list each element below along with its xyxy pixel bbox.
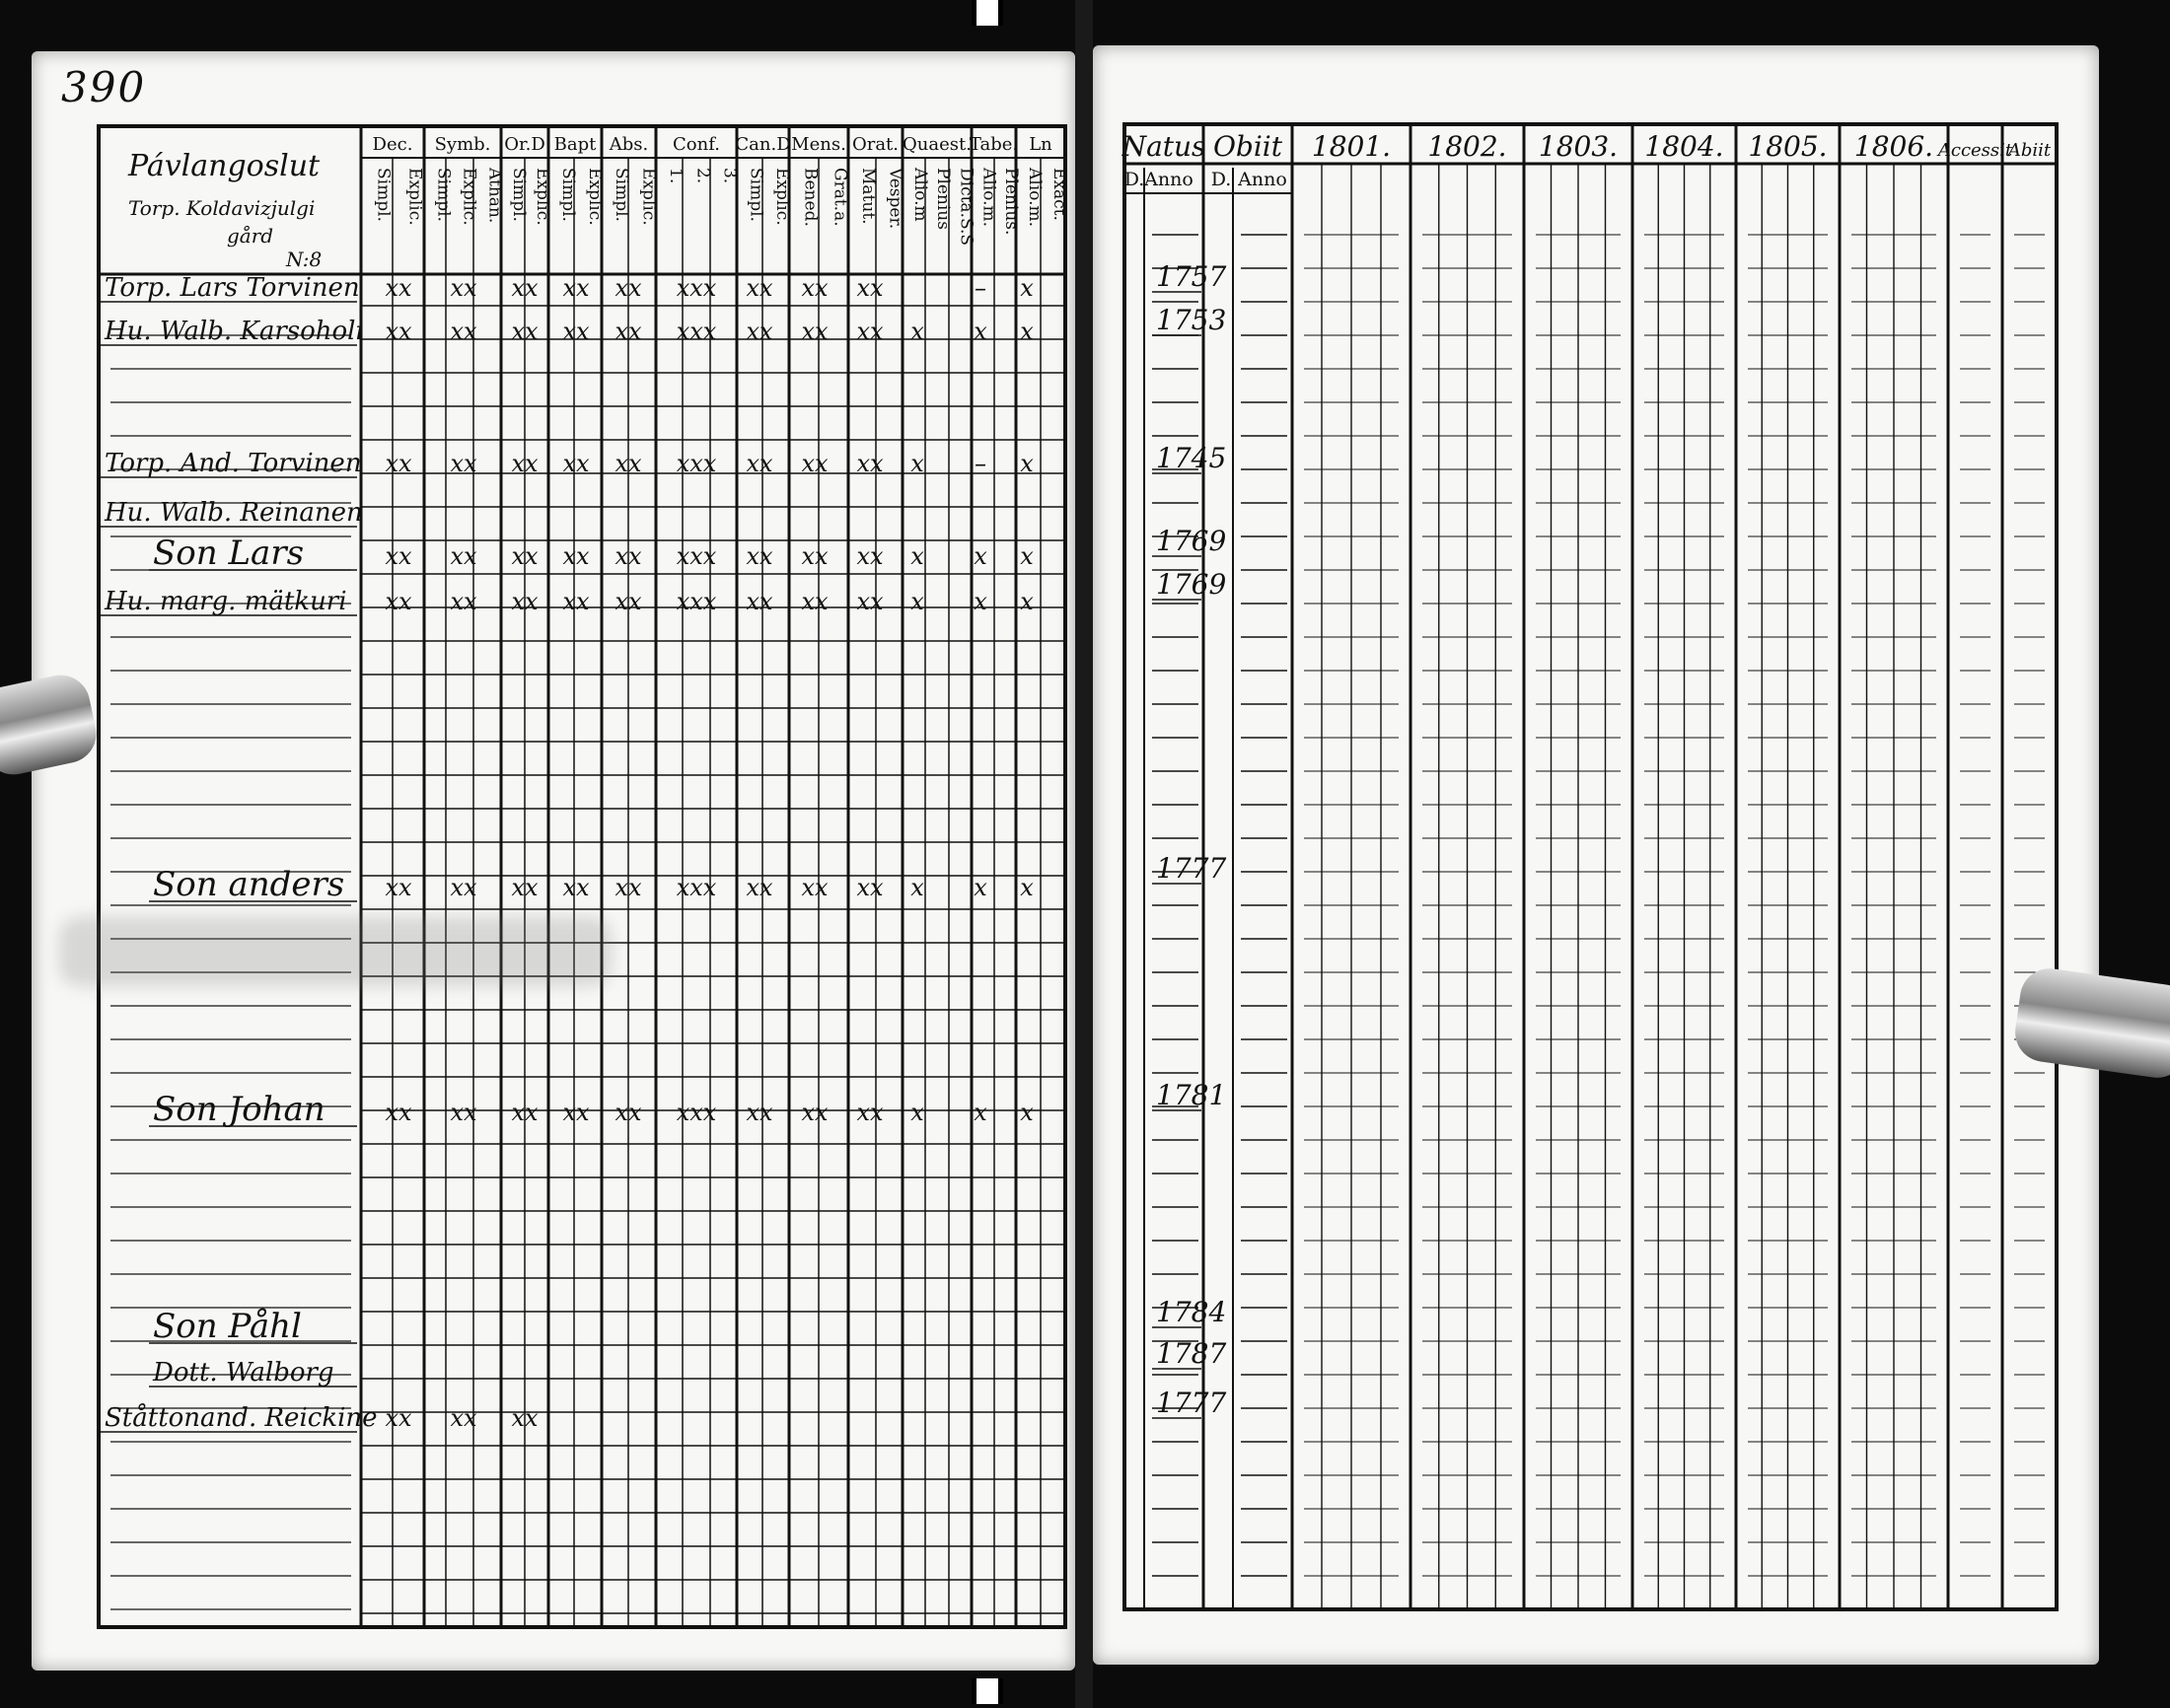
reading-mark: xx [450, 318, 477, 345]
reading-mark: x [974, 588, 987, 615]
column-subheader-label: Explic. [404, 168, 425, 226]
birth-year: 1787 [1156, 1337, 1227, 1370]
header-note-line: N:8 [286, 248, 323, 271]
column-header-label: Symb. [434, 134, 491, 155]
right-column-header: 1802. [1427, 130, 1507, 163]
reading-mark: xx [511, 1404, 539, 1432]
reading-mark: xx [562, 542, 590, 570]
column-subheader-label: Explic. [459, 168, 479, 226]
reading-mark: xx [385, 450, 412, 477]
ledger-entry-name: Son anders [153, 865, 345, 904]
reading-mark: xx [801, 588, 829, 615]
right-subheader: D. [1123, 169, 1145, 190]
column-subheader-label: Exact. [1049, 168, 1069, 221]
column-header-label: Abs. [609, 134, 649, 155]
reading-mark: xx [450, 1099, 477, 1126]
column-header-label: Bapt [553, 134, 597, 155]
reading-mark: x [1020, 874, 1034, 901]
ledger-entry-name: Torp. Lars Torvinen [105, 273, 360, 303]
reading-mark: xx [385, 1099, 412, 1126]
column-subheader-label: 3. [719, 168, 740, 184]
column-subheader-label: Plenius. [1000, 168, 1021, 236]
column-subheader-label: Matut. [858, 168, 879, 225]
reading-mark: xx [511, 318, 539, 345]
column-subheader-label: Explic. [584, 168, 605, 226]
column-header-label: Ln [1029, 134, 1052, 155]
reading-mark: x [1020, 318, 1034, 345]
reading-mark: xx [385, 542, 412, 570]
right-subheader: D. [1210, 169, 1232, 190]
right-column-header: Natus [1121, 130, 1206, 163]
reading-mark: xx [615, 874, 642, 901]
reading-mark: xx [450, 274, 477, 302]
reading-mark: xxx [676, 1099, 717, 1126]
reading-mark: xx [615, 318, 642, 345]
column-subheader-label: Explic. [772, 168, 793, 226]
column-subheader-label: Alio.m [909, 168, 930, 222]
reading-mark: xx [856, 450, 884, 477]
reading-mark: xx [562, 1099, 590, 1126]
column-header-label: Tabe. [969, 134, 1019, 155]
column-subheader-label: Athan. [484, 168, 505, 224]
column-subheader-label: Alio.m. [1024, 168, 1045, 228]
reading-mark: xxx [676, 450, 717, 477]
reading-mark: xx [746, 588, 773, 615]
reading-mark: x [1020, 450, 1034, 477]
column-subheader-label: Explic. [638, 168, 659, 226]
column-subheader-label: Simpl. [746, 168, 766, 222]
reading-mark: xxx [676, 588, 717, 615]
reading-mark: xx [562, 274, 590, 302]
reading-mark: xx [615, 542, 642, 570]
header-note-line: Pávlangoslut [128, 149, 321, 183]
ledger-entry-name: Torp. And. Torvinen [105, 449, 362, 478]
reading-mark: xx [511, 274, 539, 302]
ledger-entry-name: Dott. Walborg [153, 1358, 334, 1388]
reading-mark: xx [746, 874, 773, 901]
column-subheader-label: 2. [692, 168, 713, 184]
column-subheader-label: Plenius [933, 168, 954, 230]
reading-mark: x [1020, 1099, 1034, 1126]
header-note-line: Torp. Koldavizjulgi [128, 196, 316, 220]
reading-mark: xx [856, 588, 884, 615]
reading-mark: x [974, 318, 987, 345]
column-header-label: Mens. [791, 134, 846, 155]
reading-mark: xx [801, 450, 829, 477]
reading-mark: xx [562, 874, 590, 901]
reading-mark: xx [385, 588, 412, 615]
reading-mark: xx [746, 274, 773, 302]
right-column-header: 1803. [1538, 130, 1619, 163]
header-note-line: gård [227, 224, 274, 248]
birth-year: 1769 [1156, 568, 1227, 601]
reading-mark: xx [856, 1099, 884, 1126]
reading-mark: xx [615, 1099, 642, 1126]
reading-mark: x [1020, 588, 1034, 615]
column-subheader-label: 1. [666, 168, 687, 184]
birth-year: 1777 [1156, 852, 1227, 885]
column-header-label: Quaest. [903, 134, 972, 155]
right-column-header: Obiit [1212, 130, 1283, 163]
reading-mark: xx [511, 874, 539, 901]
ledger-entry-name: Hu. marg. mätkuri [105, 587, 347, 616]
reading-mark: xx [615, 274, 642, 302]
column-header-label: Or.D [504, 134, 545, 155]
ledger-entry-name: Son Lars [153, 534, 305, 573]
reading-mark: xx [385, 874, 412, 901]
column-header-label: Can.D [735, 134, 791, 155]
reading-mark: x [974, 542, 987, 570]
column-subheader-label: Vesper. [885, 168, 905, 230]
right-ledger-frame [1124, 124, 2057, 1609]
reading-mark: xx [856, 274, 884, 302]
reading-mark: xx [511, 588, 539, 615]
column-header-label: Dec. [372, 134, 413, 155]
column-subheader-label: Simpl. [557, 168, 578, 222]
column-subheader-label: Simpl. [433, 168, 454, 222]
right-column-header: Accessit [1937, 140, 2013, 161]
reading-mark: xx [801, 318, 829, 345]
birth-year: 1745 [1156, 442, 1227, 474]
reading-mark: xx [450, 874, 477, 901]
reading-mark: xx [511, 450, 539, 477]
reading-mark: x [1020, 274, 1034, 302]
right-column-header: 1806. [1853, 130, 1934, 163]
reading-mark: xx [801, 1099, 829, 1126]
reading-mark: xx [385, 318, 412, 345]
reading-mark: xx [746, 318, 773, 345]
reading-mark: x [974, 874, 987, 901]
reading-mark: xx [746, 450, 773, 477]
right-column-header: 1801. [1311, 130, 1392, 163]
reading-mark: xx [450, 542, 477, 570]
birth-year: 1769 [1156, 525, 1227, 557]
reading-mark: xx [746, 542, 773, 570]
column-subheader-label: Grat.a. [830, 168, 850, 227]
column-subheader-label: Simpl. [612, 168, 632, 222]
column-header-label: Conf. [673, 134, 720, 155]
ink-smudge [59, 917, 612, 986]
reading-mark: xx [511, 1099, 539, 1126]
reading-mark: xx [746, 1099, 773, 1126]
right-column-header: 1805. [1748, 130, 1828, 163]
ledger-entry-name: Son Johan [153, 1090, 326, 1129]
ledger-entry-name: Ståttonand. Reickine [105, 1403, 378, 1433]
reading-mark: xx [856, 874, 884, 901]
reading-mark: xx [562, 450, 590, 477]
reading-mark: xx [562, 588, 590, 615]
reading-mark: xx [562, 318, 590, 345]
reading-mark: xxx [676, 542, 717, 570]
reading-mark: x [910, 450, 924, 477]
right-column-header: 1804. [1644, 130, 1724, 163]
ledger-entry-name: Hu. Walb. Karsoholi [105, 317, 364, 346]
reading-mark: xx [385, 274, 412, 302]
column-subheader-label: Simpl. [509, 168, 530, 222]
column-subheader-label: Simpl. [373, 168, 394, 222]
reading-mark: xx [615, 450, 642, 477]
reading-mark: x [910, 874, 924, 901]
reading-mark: xx [856, 542, 884, 570]
reading-mark: x [910, 1099, 924, 1126]
reading-mark: xxx [676, 274, 717, 302]
reading-mark: x [974, 1099, 987, 1126]
reading-mark: xx [801, 274, 829, 302]
reading-mark: – [975, 274, 986, 302]
reading-mark: – [975, 450, 986, 477]
reading-mark: xxx [676, 874, 717, 901]
right-subheader: Anno [1144, 169, 1194, 190]
reading-mark: xx [450, 450, 477, 477]
page-number: 390 [61, 63, 147, 111]
reading-mark: xx [856, 318, 884, 345]
reading-mark: x [910, 588, 924, 615]
column-subheader-label: Alio.m. [978, 168, 999, 228]
ledger-entry-name: Son Påhl [153, 1307, 302, 1346]
birth-year: 1781 [1156, 1079, 1227, 1111]
birth-year: 1777 [1156, 1387, 1227, 1419]
reading-mark: xx [450, 588, 477, 615]
reading-mark: xx [450, 1404, 477, 1432]
column-subheader-label: Dicta.S.S [956, 168, 976, 247]
column-subheader-label: Bened. [800, 168, 821, 227]
birth-year: 1757 [1156, 260, 1227, 293]
ledger-entry-name: Hu. Walb. Reinanen [105, 498, 363, 528]
reading-mark: x [1020, 542, 1034, 570]
right-column-header: Abiit [2007, 140, 2052, 161]
reading-mark: xx [615, 588, 642, 615]
reading-mark: xx [801, 874, 829, 901]
reading-mark: x [910, 542, 924, 570]
birth-year: 1784 [1156, 1296, 1227, 1328]
birth-year: 1753 [1156, 304, 1227, 336]
column-header-label: Orat. [851, 134, 900, 155]
reading-mark: xx [801, 542, 829, 570]
reading-mark: xx [385, 1404, 412, 1432]
column-subheader-label: Explic. [533, 168, 553, 226]
reading-mark: x [910, 318, 924, 345]
right-subheader: Anno [1238, 169, 1287, 190]
reading-mark: xxx [676, 318, 717, 345]
reading-mark: xx [511, 542, 539, 570]
